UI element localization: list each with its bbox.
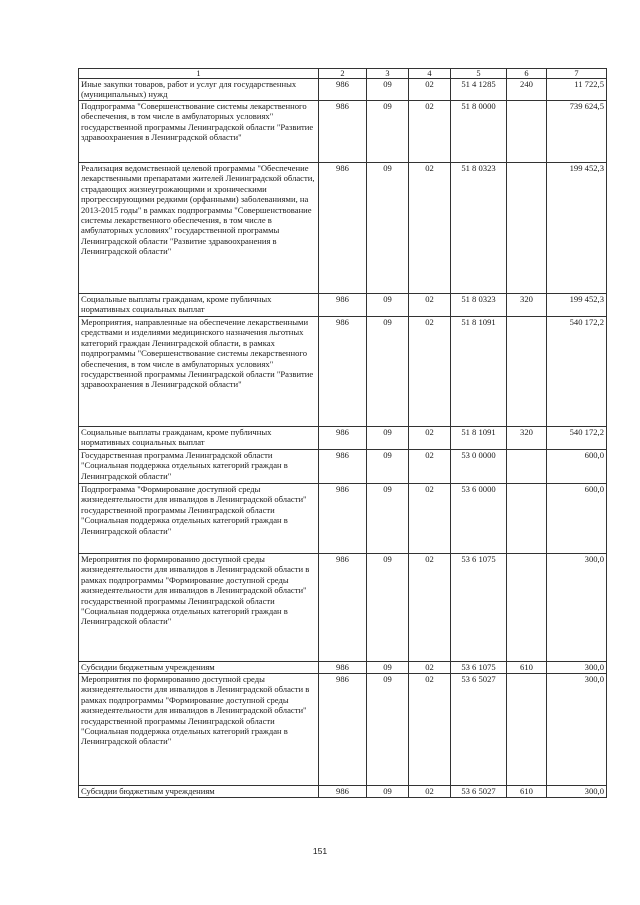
cell-section: 09 xyxy=(367,163,409,294)
cell-ministry: 986 xyxy=(319,786,367,798)
cell-ministry: 986 xyxy=(319,484,367,554)
cell-expense-type xyxy=(507,450,547,484)
cell-ministry: 986 xyxy=(319,662,367,674)
cell-target-code: 51 4 1285 xyxy=(451,79,507,101)
cell-subsection: 02 xyxy=(409,427,451,450)
table-row xyxy=(79,163,607,294)
column-header: 4 xyxy=(409,69,451,79)
row-name: Подпрограмма "Формирование доступной среды жизнедеятельности для инвалидов в Ленинградской области" государственной программы Ленинградской области "Социальная поддержка отдельных категорий граждан в Ленинградской области" xyxy=(79,484,319,554)
row-name: Мероприятия по формированию доступной среды жизнедеятельности для инвалидов в Ленинградской области в рамках подпрограммы "Формирование доступной среды жизнедеятельности для инвалидов в Ленинградской области" государственной программы Ленинградской области "Социальная поддержка отдельных категорий граждан в Ленинградской области" xyxy=(79,554,319,662)
page-number: 151 xyxy=(312,846,328,856)
cell-ministry: 986 xyxy=(319,674,367,786)
row-name: Социальные выплаты гражданам, кроме публичных нормативных социальных выплат xyxy=(79,427,319,450)
cell-expense-type xyxy=(507,163,547,294)
cell-subsection: 02 xyxy=(409,484,451,554)
cell-amount: 300,0 xyxy=(547,662,607,674)
row-name: Субсидии бюджетным учреждениям xyxy=(79,662,319,674)
cell-subsection: 02 xyxy=(409,101,451,163)
cell-expense-type xyxy=(507,484,547,554)
cell-target-code: 51 8 1091 xyxy=(451,427,507,450)
cell-section: 09 xyxy=(367,101,409,163)
cell-section: 09 xyxy=(367,554,409,662)
cell-ministry: 986 xyxy=(319,554,367,662)
cell-expense-type xyxy=(507,554,547,662)
cell-expense-type: 320 xyxy=(507,294,547,317)
cell-ministry: 986 xyxy=(319,317,367,427)
cell-section: 09 xyxy=(367,450,409,484)
table-row xyxy=(79,294,607,317)
cell-subsection: 02 xyxy=(409,662,451,674)
cell-target-code: 51 8 1091 xyxy=(451,317,507,427)
table-row xyxy=(79,427,607,450)
budget-table xyxy=(78,68,607,798)
cell-expense-type xyxy=(507,317,547,427)
cell-expense-type: 240 xyxy=(507,79,547,101)
cell-section: 09 xyxy=(367,294,409,317)
cell-ministry: 986 xyxy=(319,79,367,101)
table-row xyxy=(79,786,607,798)
cell-subsection: 02 xyxy=(409,554,451,662)
column-header: 2 xyxy=(319,69,367,79)
cell-amount: 600,0 xyxy=(547,450,607,484)
cell-subsection: 02 xyxy=(409,317,451,427)
cell-amount: 540 172,2 xyxy=(547,317,607,427)
row-name: Мероприятия, направленные на обеспечение лекарственными средствами и изделиями медицинского назначения льготных категорий граждан Ленинградской области, в рамках подпрограммы "Совершенствование системы лекарственного обеспечения, в том числе в амбулаторных условиях" государственной программы Ленинградской области "Развитие здравоохранения в Ленинградской области" xyxy=(79,317,319,427)
cell-expense-type: 610 xyxy=(507,662,547,674)
column-header: 6 xyxy=(507,69,547,79)
table-row xyxy=(79,317,607,427)
table-row xyxy=(79,662,607,674)
cell-ministry: 986 xyxy=(319,101,367,163)
column-header: 1 xyxy=(79,69,319,79)
cell-target-code: 53 6 5027 xyxy=(451,674,507,786)
cell-expense-type: 320 xyxy=(507,427,547,450)
cell-amount: 300,0 xyxy=(547,674,607,786)
cell-amount: 199 452,3 xyxy=(547,294,607,317)
cell-amount: 300,0 xyxy=(547,554,607,662)
cell-section: 09 xyxy=(367,484,409,554)
cell-section: 09 xyxy=(367,317,409,427)
cell-ministry: 986 xyxy=(319,450,367,484)
table-row xyxy=(79,79,607,101)
cell-target-code: 53 6 0000 xyxy=(451,484,507,554)
cell-expense-type xyxy=(507,101,547,163)
cell-section: 09 xyxy=(367,427,409,450)
row-name: Иные закупки товаров, работ и услуг для государственных (муниципальных) нужд xyxy=(79,79,319,101)
cell-subsection: 02 xyxy=(409,163,451,294)
cell-amount: 540 172,2 xyxy=(547,427,607,450)
cell-expense-type xyxy=(507,674,547,786)
cell-target-code: 53 6 1075 xyxy=(451,662,507,674)
cell-ministry: 986 xyxy=(319,427,367,450)
column-header: 7 xyxy=(547,69,607,79)
table-row xyxy=(79,554,607,662)
row-name: Социальные выплаты гражданам, кроме публичных нормативных социальных выплат xyxy=(79,294,319,317)
cell-subsection: 02 xyxy=(409,294,451,317)
table-row xyxy=(79,674,607,786)
cell-target-code: 51 8 0000 xyxy=(451,101,507,163)
row-name: Реализация ведомственной целевой программы "Обеспечение лекарственными препаратами жителей Ленинградской области, страдающих жизнеугрожающими и хроническими прогрессирующими редкими (орфанными) заболеваниями, на 2013-2015 годы" в рамках подпрограммы "Совершенствование системы лекарственного обеспечения, в том числе в амбулаторных условиях" государственной программы Ленинградской области "Развитие здравоохранения в Ленинградской области" xyxy=(79,163,319,294)
cell-expense-type: 610 xyxy=(507,786,547,798)
cell-amount: 300,0 xyxy=(547,786,607,798)
cell-section: 09 xyxy=(367,662,409,674)
cell-target-code: 53 6 5027 xyxy=(451,786,507,798)
cell-target-code: 51 8 0323 xyxy=(451,294,507,317)
cell-section: 09 xyxy=(367,674,409,786)
cell-section: 09 xyxy=(367,79,409,101)
cell-target-code: 51 8 0323 xyxy=(451,163,507,294)
cell-target-code: 53 6 1075 xyxy=(451,554,507,662)
cell-ministry: 986 xyxy=(319,163,367,294)
cell-amount: 739 624,5 xyxy=(547,101,607,163)
header-row xyxy=(79,69,607,79)
cell-subsection: 02 xyxy=(409,674,451,786)
row-name: Мероприятия по формированию доступной среды жизнедеятельности для инвалидов в Ленинградской области в рамках подпрограммы "Формирование доступной среды жизнедеятельности для инвалидов в Ленинградской области" государственной программы Ленинградской области "Социальная поддержка отдельных категорий граждан в Ленинградской области" xyxy=(79,674,319,786)
row-name: Субсидии бюджетным учреждениям xyxy=(79,786,319,798)
cell-ministry: 986 xyxy=(319,294,367,317)
column-header: 3 xyxy=(367,69,409,79)
table-row xyxy=(79,101,607,163)
cell-target-code: 53 0 0000 xyxy=(451,450,507,484)
cell-amount: 600,0 xyxy=(547,484,607,554)
cell-subsection: 02 xyxy=(409,450,451,484)
cell-section: 09 xyxy=(367,786,409,798)
table-row xyxy=(79,484,607,554)
row-name: Подпрограмма "Совершенствование системы лекарственного обеспечения, в том числе в амбулаторных условиях" государственной программы Ленинградской области "Развитие здравоохранения в Ленинградской области" xyxy=(79,101,319,163)
column-header: 5 xyxy=(451,69,507,79)
row-name: Государственная программа Ленинградской области "Социальная поддержка отдельных категорий граждан в Ленинградской области" xyxy=(79,450,319,484)
cell-subsection: 02 xyxy=(409,786,451,798)
table-row xyxy=(79,450,607,484)
cell-amount: 11 722,5 xyxy=(547,79,607,101)
cell-amount: 199 452,3 xyxy=(547,163,607,294)
cell-subsection: 02 xyxy=(409,79,451,101)
